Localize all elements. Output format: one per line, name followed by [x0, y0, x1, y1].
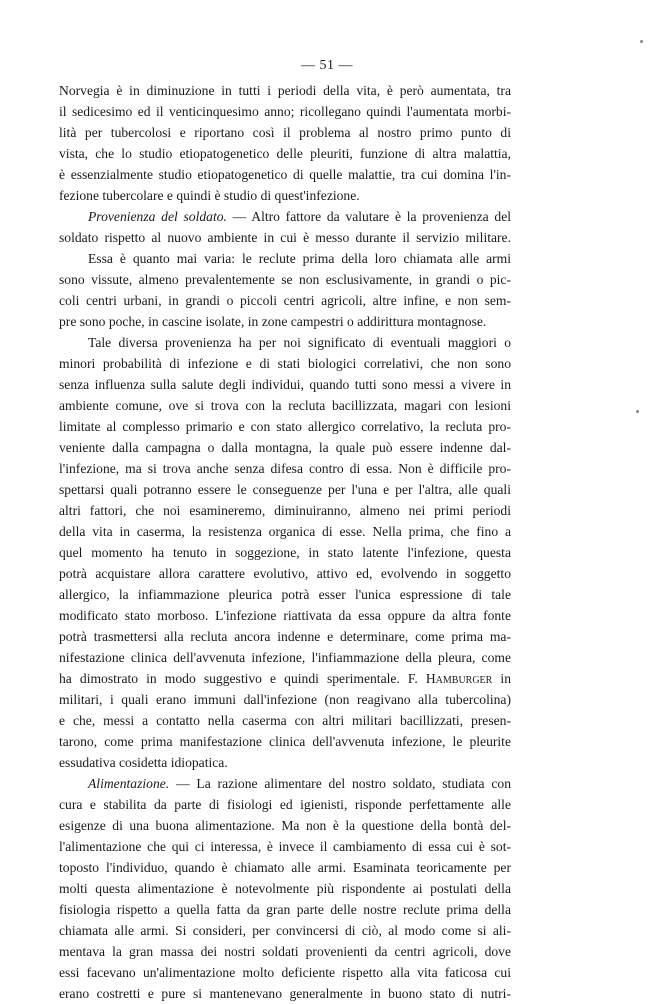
scan-speck [640, 40, 643, 43]
paragraph [59, 773, 511, 1004]
text-line: tarono, come prima manifestazione clinica dell'avvenuta infezione, le pleurite [59, 734, 511, 749]
text-line: molti questa alimentazione è notevolmente più rispondente ai postulati della [59, 881, 511, 896]
scan-speck [636, 410, 639, 413]
text-line [59, 773, 511, 794]
text-line: Essa è quanto mai varia: le reclute prima della loro chiamata alle armi [88, 251, 511, 266]
text-line: cura e stabilita da parte di fisiologi ed igienisti, risponde perfettamente alle [59, 797, 511, 812]
text-line: limitate al complesso primario e con stato allergico correlativo, la recluta pro- [59, 419, 511, 434]
text-line: nifestazione clinica dell'avvenuta infezione, l'infiammazione della pleura, come [59, 650, 511, 665]
text-line: della vita in caserma, la resistenza organica di esse. Nella prima, che fino a [59, 524, 511, 539]
paragraph [59, 332, 511, 773]
paragraph [59, 80, 511, 206]
text-line: erano costretti e pure si mantenevano generalmente in buono stato di nutri- [59, 986, 511, 1001]
text-line: mentava la gran massa dei nostri soldati provenienti da centri agricoli, dove [59, 944, 511, 959]
section-heading: Alimentazione. [88, 776, 170, 791]
text-line: essudativa cosidetta idiopatica. [59, 755, 228, 770]
text-line: Norvegia è in diminuzione in tutti i periodi della vita, è però aumentata, tra [59, 83, 511, 98]
text-line: Tale diversa provenienza ha per noi significato di eventuali maggiori o [88, 335, 511, 350]
text-line: esigenze di una buona alimentazione. Ma non è la questione della bontà del- [59, 818, 511, 833]
text-line: toposto l'individuo, quando è chiamato alle armi. Esaminata teoricamente per [59, 860, 511, 875]
text-run: in [492, 671, 511, 686]
text-line: essi facevano un'alimentazione molto deficiente rispetto alla vita faticosa cui [59, 965, 511, 980]
text-line: soldato rispetto al nuovo ambiente in cui è messo durante il servizio militare. [59, 230, 511, 245]
body-text [59, 80, 511, 1004]
text-line: militari, i quali erano immuni dall'infezione (non reagivano alla tubercolina) [59, 692, 511, 707]
text-run: — Altro fattore da valutare è la provenienza del [226, 209, 512, 224]
text-line: e che, messi a contatto nella caserma con altri militari bacillizzati, presen- [59, 713, 511, 728]
text-line: allergico, la infiammazione pleurica potrà esser l'unica espressione di tale [59, 587, 511, 602]
text-line: coli centri urbani, in grandi o piccoli centri agricoli, altre infine, e non sem- [59, 293, 511, 308]
text-line [59, 206, 511, 227]
text-line: quel momento ha tenuto in soggezione, in stato latente l'infezione, questa [59, 545, 511, 560]
text-line: l'alimentazione che qui ci interessa, è invece il cambiamento di essa cui è sot- [59, 839, 511, 854]
text-line: chiamata alle armi. Si consideri, per convincersi di ciò, al modo come si ali- [59, 923, 511, 938]
paragraph [59, 248, 511, 332]
text-line: ambiente comune, ove si trova con la recluta bacillizzata, magari con lesioni [59, 398, 511, 413]
text-run: ha dimostrato in modo suggestivo e quindi sperimentale. F. [59, 671, 426, 686]
text-run: — La razione alimentare del nostro soldato, studiata con [169, 776, 511, 791]
section-heading: Provenienza del soldato. [88, 209, 227, 224]
text-line: veniente dalla campagna o dalla montagna, la quale può essere indenne dal- [59, 440, 511, 455]
text-line: l'infezione, ma si trova anche senza difesa contro di essa. Non è difficile pro- [59, 461, 511, 476]
paragraph [59, 206, 511, 248]
text-line: altri fattori, che noi esamineremo, diminuiranno, almeno nei primi periodi [59, 503, 511, 518]
text-line: sono vissute, almeno prevalentemente se non esclusivamente, in grandi o pic- [59, 272, 511, 287]
text-line: vista, che lo studio etiopatogenetico delle pleuriti, funzione di altra malattia, [59, 146, 511, 161]
text-line: senza influenza sulla salute degli individui, quando tutti sono messi a vivere in [59, 377, 511, 392]
text-line: potrà acquistare allora carattere evolutivo, attivo ed, evolvendo in soggetto [59, 566, 511, 581]
text-line: modificato stato morboso. L'infezione riattivata da essa oppure da altra fonte [59, 608, 511, 623]
text-line: fezione tubercolare e quindi è studio di quest'infezione. [59, 188, 360, 203]
page-number: — 51 — [301, 58, 353, 73]
text-line: pre sono poche, in cascine isolate, in zone campestri o addirittura montagnose. [59, 314, 487, 329]
author-name: Hamburger [425, 671, 493, 686]
text-line [59, 668, 511, 689]
text-line: il sedicesimo ed il venticinquesimo anno; ricollegano quindi l'aumentata morbi- [59, 104, 511, 119]
text-line: lità per tubercolosi e riportano così il problema al nostro primo punto di [59, 125, 511, 140]
text-line: fisiologia rispetto a quella fatta da gran parte delle nostre reclute prima della [59, 902, 511, 917]
text-line: è essenzialmente studio etiopatogenetico di quelle malattie, tra cui domina l'in- [59, 167, 511, 182]
text-line: spettarsi quali potranno essere le conseguenze per l'una e per l'altra, alle quali [59, 482, 511, 497]
text-line: potrà trasmettersi alla recluta ancora indenne e determinare, come prima ma- [59, 629, 511, 644]
text-line: minori probabilità di infezione e di stati biologici correlativi, che non sono [59, 356, 511, 371]
